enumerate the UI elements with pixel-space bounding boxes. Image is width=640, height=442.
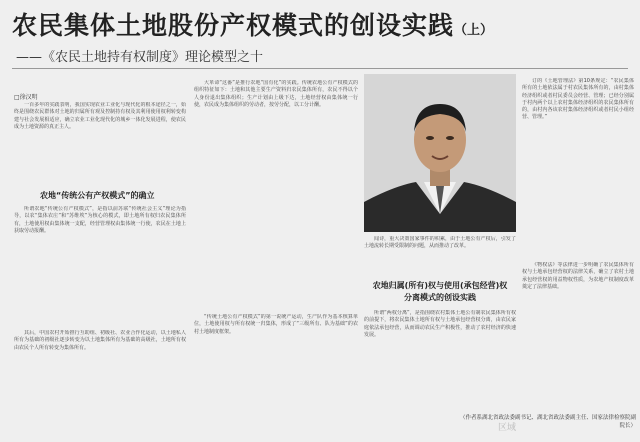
title-divider xyxy=(12,68,628,69)
section-heading-2 xyxy=(364,280,516,304)
paragraph: 订的《土地管理法》第10条规定：“农民集体所有的土地依法属于村农民集体所有的，由村集体经济组织或者村民委员会经营、管理；已经分别属于村内两个以上农村集体经济组织的农民集体所有的，由村内各该农村集体经济组织或者村民小组经营、管理。” xyxy=(522,78,634,121)
article-title-text: 农民集体土地股份产权模式的创设实践 xyxy=(12,11,455,40)
paragraph: 大革命“这番”是推行农地“国有化”的实践。传统农地公有产权模式的组织特征如下：土地和其他主要生产资料归农民集体所有，农民不得以个人身份退出集体组织；生产计划由上级下达，土地经营权由集体统一行使，农民成为集体组织的劳动者，按劳分配，以工分计酬。 xyxy=(194,80,358,108)
article-title xyxy=(12,6,572,42)
paragraph: “传统土地公有产权模式”的第一说统产运动，生产队作为基本核算单位，土地使用权与所有权统一归集体，形成了“三级所有、队为基础”的农村土地制度框架。 xyxy=(194,314,358,335)
section-heading-2-line1: 农地归属(所有)权与使用(承包经营)权 xyxy=(372,281,508,290)
watermark: 区域 xyxy=(498,423,517,433)
article-column-4-bottom xyxy=(522,262,634,410)
author-portrait-photo xyxy=(364,74,516,232)
paragraph: 所谓农地“传统公有产权模式”，是指以前苏联“传统社会主义”理论为指导，以农“集体农庄”和“苏维埃”为核心的模式，即土地所有权归农民集体所有，土地使用权由集体统一支配，经营管理权由集体统一行使，农民在土地上获取劳动报酬。 xyxy=(14,206,186,234)
section-heading-1: 农地“传统公有产权模式”的确立 xyxy=(40,191,155,200)
paragraph: 《物权法》等法律进一步明确了农民集体所有权与土地承包经营权的法律关系，确立了农村土地承包经营权的用益物权性质，为农地产权制度改革奠定了法律基础。 xyxy=(522,262,634,290)
portrait-illustration xyxy=(364,74,516,232)
article-subtitle: ——《农民土地持有权制度》理论模型之十 xyxy=(16,50,264,65)
article-column-2-bottom xyxy=(194,314,358,434)
article-column-4-top xyxy=(522,78,634,258)
section-heading-2-line2: 分离模式的创设实践 xyxy=(404,293,476,302)
paragraph: 所谓“两权分离”，是指围绕农村集体土地公有制农民集体所有权的前提下，将农民集体土地所有权与土地承包经营权分离，由农民家庭依法承包经营，从而调动农民生产积极性，推动了农村经济的快速发展。 xyxy=(364,310,516,338)
paragraph: 闻诗，重大决策国家事件的积累，由于土地公有产权后，引发了土地流转长期受限制的问题，从而推动了改革。 xyxy=(364,236,516,250)
paragraph: 一百多年的实践表明，我国实现农业工业化与现代化的根本途径之一，始终是围绕农民群体对土地的归属所有观及控制持有权及其利用使用权利转变构建与社会发展相适应，确立农业工业化现代化的城乡一体化发展进程，使农民成为土地资源的真正主人。 xyxy=(14,102,186,130)
author-bio-caption: （作者系湖北省政法委副书记、湖北省政法委副主任、国家法律检察院副院长） xyxy=(460,415,637,429)
article-author: □徐汉明 xyxy=(14,94,38,101)
article-column-1-top xyxy=(14,102,186,184)
article-title-part: （上） xyxy=(454,23,494,38)
article-column-1-bottom xyxy=(14,330,186,434)
article-column-3-top xyxy=(364,236,516,276)
article-column-1-mid xyxy=(14,206,186,324)
paragraph: 其后，中国农村开始推行互助组、初级社、农业合作化运动，以土地私人所有为基础的初级社逐步转变为以土地集体所有为基础的高级社，土地所有权由农民个人所有转变为集体所有。 xyxy=(14,330,186,351)
article-column-2-top xyxy=(194,80,358,310)
